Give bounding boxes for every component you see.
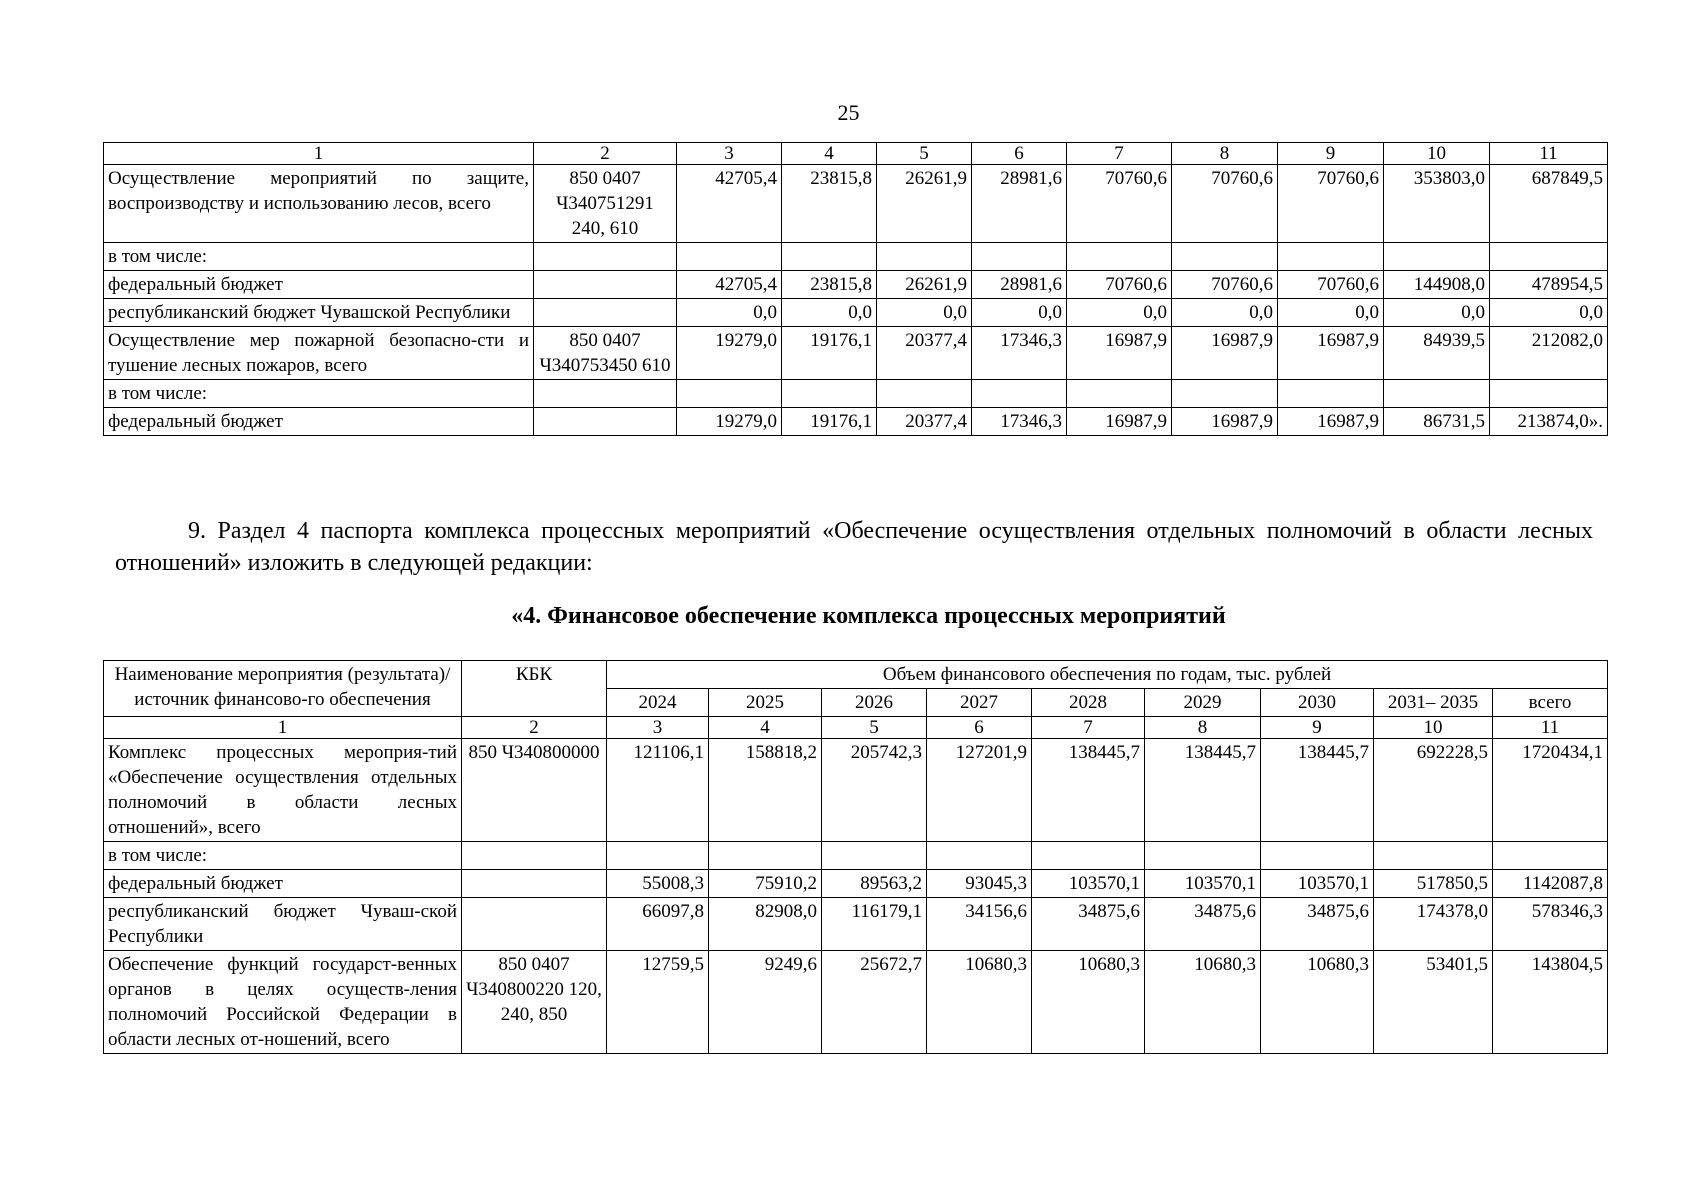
row-value bbox=[1145, 842, 1261, 870]
row-value bbox=[877, 243, 972, 271]
row-kbk bbox=[462, 898, 607, 951]
row-kbk: 850 0407 Ч340800220 120, 240, 850 bbox=[462, 951, 607, 1054]
header-year: 2024 bbox=[607, 689, 709, 717]
row-name: в том числе: bbox=[104, 842, 462, 870]
column-number-6: 6 bbox=[927, 717, 1032, 739]
row-kbk: 850 Ч340800000 bbox=[462, 739, 607, 842]
row-name: республиканский бюджет Чуваш-ской Республики bbox=[104, 898, 462, 951]
row-value: 70760,6 bbox=[1172, 165, 1278, 243]
header-year: 2027 bbox=[927, 689, 1032, 717]
row-value: 12759,5 bbox=[607, 951, 709, 1054]
row-value: 0,0 bbox=[782, 299, 877, 327]
row-value: 213874,0». bbox=[1490, 408, 1608, 436]
row-value: 34875,6 bbox=[1032, 898, 1145, 951]
row-kbk bbox=[462, 870, 607, 898]
table-row bbox=[104, 951, 1608, 1054]
page-number: 25 bbox=[837, 100, 860, 125]
row-value: 103570,1 bbox=[1145, 870, 1261, 898]
row-value: 70760,6 bbox=[1067, 271, 1172, 299]
table-row bbox=[104, 380, 1608, 408]
column-number-10: 10 bbox=[1374, 717, 1493, 739]
row-value: 212082,0 bbox=[1490, 327, 1608, 380]
row-value: 353803,0 bbox=[1384, 165, 1490, 243]
row-value: 16987,9 bbox=[1067, 327, 1172, 380]
row-value: 70760,6 bbox=[1067, 165, 1172, 243]
row-value: 144908,0 bbox=[1384, 271, 1490, 299]
row-name: Осуществление мероприятий по защите, воспроизводству и использованию лесов, всего bbox=[104, 165, 534, 243]
table-row bbox=[104, 243, 1608, 271]
table-row bbox=[104, 327, 1608, 380]
column-number-9: 9 bbox=[1261, 717, 1374, 739]
row-value bbox=[1374, 842, 1493, 870]
column-number-8: 8 bbox=[1172, 143, 1278, 165]
row-value: 0,0 bbox=[1384, 299, 1490, 327]
row-value: 103570,1 bbox=[1032, 870, 1145, 898]
row-value bbox=[877, 380, 972, 408]
row-value bbox=[1384, 243, 1490, 271]
column-number-2: 2 bbox=[462, 717, 607, 739]
row-value: 23815,8 bbox=[782, 165, 877, 243]
row-value: 174378,0 bbox=[1374, 898, 1493, 951]
column-number-row bbox=[104, 717, 1608, 739]
row-value bbox=[1278, 380, 1384, 408]
row-name: республиканский бюджет Чувашской Республики bbox=[104, 299, 534, 327]
row-value: 16987,9 bbox=[1172, 408, 1278, 436]
column-number-3: 3 bbox=[677, 143, 782, 165]
header-year: 2026 bbox=[822, 689, 927, 717]
header-year: 2029 bbox=[1145, 689, 1261, 717]
row-value bbox=[972, 243, 1067, 271]
row-value: 158818,2 bbox=[709, 739, 822, 842]
row-kbk: 850 0407 Ч340751291 240, 610 bbox=[534, 165, 677, 243]
table-row bbox=[104, 898, 1608, 951]
row-value: 0,0 bbox=[1067, 299, 1172, 327]
row-value: 25672,7 bbox=[822, 951, 927, 1054]
column-number-5: 5 bbox=[822, 717, 927, 739]
column-number-5: 5 bbox=[877, 143, 972, 165]
table-row bbox=[104, 739, 1608, 842]
row-value: 16987,9 bbox=[1172, 327, 1278, 380]
row-name: Обеспечение функций государст-венных органов в целях осуществ-ления полномочий Российской Федерации в области лесных от-ношений, всего bbox=[104, 951, 462, 1054]
row-value: 517850,5 bbox=[1374, 870, 1493, 898]
table-row bbox=[104, 870, 1608, 898]
row-value bbox=[607, 842, 709, 870]
row-value: 42705,4 bbox=[677, 271, 782, 299]
row-value: 0,0 bbox=[1278, 299, 1384, 327]
row-value: 17346,3 bbox=[972, 408, 1067, 436]
header-name: Наименование мероприятия (результата)/источник финансово-го обеспечения bbox=[104, 661, 462, 717]
row-value: 28981,6 bbox=[972, 271, 1067, 299]
row-value: 1720434,1 bbox=[1493, 739, 1608, 842]
row-value: 34875,6 bbox=[1145, 898, 1261, 951]
row-value: 138445,7 bbox=[1261, 739, 1374, 842]
header-year: 2028 bbox=[1032, 689, 1145, 717]
row-value: 10680,3 bbox=[1261, 951, 1374, 1054]
row-value: 19176,1 bbox=[782, 327, 877, 380]
row-value: 66097,8 bbox=[607, 898, 709, 951]
row-value: 205742,3 bbox=[822, 739, 927, 842]
row-value: 19176,1 bbox=[782, 408, 877, 436]
column-number-row bbox=[104, 143, 1608, 165]
row-value bbox=[782, 243, 877, 271]
row-value bbox=[1384, 380, 1490, 408]
table-row bbox=[104, 299, 1608, 327]
row-value: 0,0 bbox=[972, 299, 1067, 327]
table-funding-continued bbox=[103, 142, 1608, 436]
row-value: 138445,7 bbox=[1032, 739, 1145, 842]
row-value: 55008,3 bbox=[607, 870, 709, 898]
row-value: 82908,0 bbox=[709, 898, 822, 951]
row-value: 10680,3 bbox=[927, 951, 1032, 1054]
row-kbk bbox=[534, 243, 677, 271]
row-value bbox=[1067, 243, 1172, 271]
column-number-8: 8 bbox=[1145, 717, 1261, 739]
row-value: 16987,9 bbox=[1278, 408, 1384, 436]
amendment-paragraph: 9. Раздел 4 паспорта комплекса процессных мероприятий «Обеспечение осуществления отдельных полномочий в области лесных отношений» изложить в следующей редакции: bbox=[115, 518, 1593, 576]
row-name: Комплекс процессных мероприя-тий «Обеспечение осуществления отдельных полномочий в области лесных отношений», всего bbox=[104, 739, 462, 842]
row-value: 28981,6 bbox=[972, 165, 1067, 243]
column-number-11: 11 bbox=[1490, 143, 1608, 165]
header-year: 2025 bbox=[709, 689, 822, 717]
row-value: 116179,1 bbox=[822, 898, 927, 951]
row-value bbox=[1261, 842, 1374, 870]
column-number-7: 7 bbox=[1067, 143, 1172, 165]
row-value: 10680,3 bbox=[1145, 951, 1261, 1054]
row-value: 0,0 bbox=[877, 299, 972, 327]
row-value: 103570,1 bbox=[1261, 870, 1374, 898]
row-value: 70760,6 bbox=[1172, 271, 1278, 299]
row-value: 34156,6 bbox=[927, 898, 1032, 951]
row-value: 84939,5 bbox=[1384, 327, 1490, 380]
row-kbk bbox=[534, 299, 677, 327]
row-value bbox=[1490, 243, 1608, 271]
row-value: 70760,6 bbox=[1278, 271, 1384, 299]
row-name: Осуществление мер пожарной безопасно-сти и тушение лесных пожаров, всего bbox=[104, 327, 534, 380]
table-row bbox=[104, 408, 1608, 436]
row-value: 578346,3 bbox=[1493, 898, 1608, 951]
row-value bbox=[972, 380, 1067, 408]
row-value: 692228,5 bbox=[1374, 739, 1493, 842]
row-value bbox=[1278, 243, 1384, 271]
section-heading: «4. Финансовое обеспечение комплекса процессных мероприятий bbox=[511, 603, 1226, 629]
row-value: 138445,7 bbox=[1145, 739, 1261, 842]
column-number-4: 4 bbox=[782, 143, 877, 165]
column-number-10: 10 bbox=[1384, 143, 1490, 165]
row-value bbox=[1172, 243, 1278, 271]
row-value: 75910,2 bbox=[709, 870, 822, 898]
row-value: 34875,6 bbox=[1261, 898, 1374, 951]
row-kbk bbox=[534, 380, 677, 408]
row-value bbox=[1032, 842, 1145, 870]
row-value: 23815,8 bbox=[782, 271, 877, 299]
table-financial-support bbox=[103, 660, 1608, 1054]
row-value bbox=[822, 842, 927, 870]
row-value: 70760,6 bbox=[1278, 165, 1384, 243]
row-value: 17346,3 bbox=[972, 327, 1067, 380]
row-name: в том числе: bbox=[104, 243, 534, 271]
header-volume: Объем финансового обеспечения по годам, тыс. рублей bbox=[607, 661, 1608, 689]
row-value: 10680,3 bbox=[1032, 951, 1145, 1054]
row-value: 93045,3 bbox=[927, 870, 1032, 898]
row-value bbox=[1490, 380, 1608, 408]
row-value: 26261,9 bbox=[877, 271, 972, 299]
column-number-7: 7 bbox=[1032, 717, 1145, 739]
row-value: 1142087,8 bbox=[1493, 870, 1608, 898]
row-value bbox=[677, 243, 782, 271]
row-value: 89563,2 bbox=[822, 870, 927, 898]
row-value: 9249,6 bbox=[709, 951, 822, 1054]
row-value: 143804,5 bbox=[1493, 951, 1608, 1054]
row-value: 0,0 bbox=[1172, 299, 1278, 327]
row-value bbox=[782, 380, 877, 408]
row-name: федеральный бюджет bbox=[104, 408, 534, 436]
row-value: 19279,0 bbox=[677, 408, 782, 436]
row-value: 20377,4 bbox=[877, 327, 972, 380]
column-number-3: 3 bbox=[607, 717, 709, 739]
row-value bbox=[1067, 380, 1172, 408]
header-year: 2030 bbox=[1261, 689, 1374, 717]
row-kbk bbox=[534, 408, 677, 436]
row-kbk bbox=[534, 271, 677, 299]
table-row bbox=[104, 165, 1608, 243]
row-value: 127201,9 bbox=[927, 739, 1032, 842]
row-value: 687849,5 bbox=[1490, 165, 1608, 243]
header-year: 2031– 2035 bbox=[1374, 689, 1493, 717]
row-value: 42705,4 bbox=[677, 165, 782, 243]
row-value: 16987,9 bbox=[1278, 327, 1384, 380]
column-number-2: 2 bbox=[534, 143, 677, 165]
row-name: в том числе: bbox=[104, 380, 534, 408]
row-kbk bbox=[462, 842, 607, 870]
table-row bbox=[104, 271, 1608, 299]
column-number-1: 1 bbox=[104, 717, 462, 739]
row-name: федеральный бюджет bbox=[104, 271, 534, 299]
row-value bbox=[709, 842, 822, 870]
row-kbk: 850 0407 Ч340753450 610 bbox=[534, 327, 677, 380]
column-number-6: 6 bbox=[972, 143, 1067, 165]
header-kbk: КБК bbox=[462, 661, 607, 717]
header-year: всего bbox=[1493, 689, 1608, 717]
row-value: 19279,0 bbox=[677, 327, 782, 380]
row-value bbox=[1172, 380, 1278, 408]
column-number-1: 1 bbox=[104, 143, 534, 165]
row-value bbox=[927, 842, 1032, 870]
row-value: 0,0 bbox=[677, 299, 782, 327]
row-value: 26261,9 bbox=[877, 165, 972, 243]
row-value: 20377,4 bbox=[877, 408, 972, 436]
row-value: 53401,5 bbox=[1374, 951, 1493, 1054]
row-value: 478954,5 bbox=[1490, 271, 1608, 299]
table-row bbox=[104, 842, 1608, 870]
row-value: 0,0 bbox=[1490, 299, 1608, 327]
row-value: 121106,1 bbox=[607, 739, 709, 842]
column-number-9: 9 bbox=[1278, 143, 1384, 165]
row-value: 16987,9 bbox=[1067, 408, 1172, 436]
column-number-4: 4 bbox=[709, 717, 822, 739]
row-value bbox=[1493, 842, 1608, 870]
row-value: 86731,5 bbox=[1384, 408, 1490, 436]
row-name: федеральный бюджет bbox=[104, 870, 462, 898]
column-number-11: 11 bbox=[1493, 717, 1608, 739]
row-value bbox=[677, 380, 782, 408]
